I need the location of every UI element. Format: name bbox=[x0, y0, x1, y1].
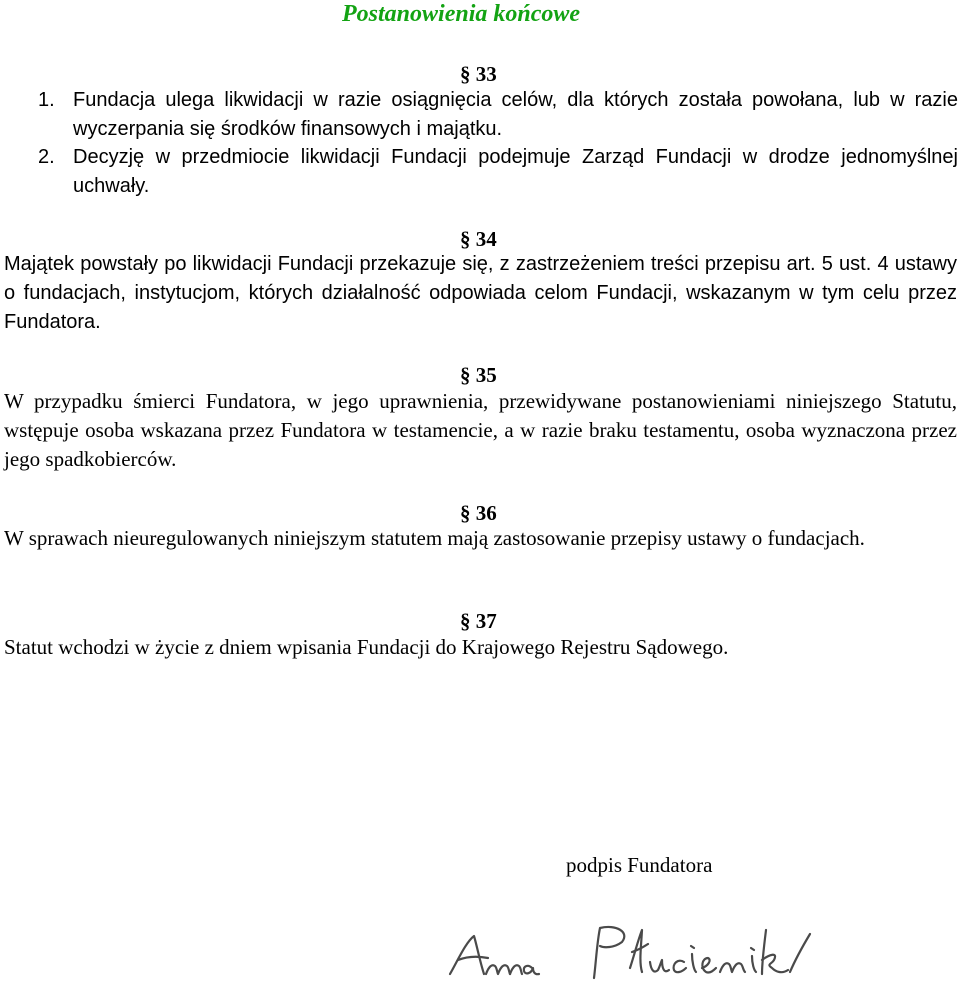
list-number: 1. bbox=[38, 89, 55, 111]
section-33-item-2 bbox=[38, 143, 958, 201]
section-37-text: Statut wchodzi w życie z dniem wpisania Fundacji do Krajowego Rejestru Sądowego. bbox=[4, 635, 729, 659]
handwritten-signature bbox=[444, 922, 854, 984]
section-34-mark: § 34 bbox=[460, 227, 497, 251]
section-33-item-1 bbox=[38, 86, 958, 144]
section-36-mark: § 36 bbox=[460, 501, 497, 525]
list-number: 2. bbox=[38, 146, 55, 168]
list-item-text: Fundacja ulega likwidacji w razie osiągnięcia celów, dla których została powołana, lub w razie wyczerpania się środków finansowych i majątku. bbox=[73, 89, 958, 140]
signature-label: podpis Fundatora bbox=[566, 853, 713, 877]
section-33-mark: § 33 bbox=[460, 62, 497, 86]
section-35-mark: § 35 bbox=[460, 363, 497, 387]
list-item-text: Decyzję w przedmiocie likwidacji Fundacji podejmuje Zarząd Fundacji w drodze jednomyślnej uchwały. bbox=[73, 146, 958, 197]
section-35-text: W przypadku śmierci Fundatora, w jego uprawnienia, przewidywane postanowieniami niniejszego Statutu, wstępuje osoba wskazana przez Fundatora w testamencie, a w razie braku testamentu, osoba wyznaczona przez jego spadkobierców. bbox=[4, 389, 957, 471]
section-37-mark: § 37 bbox=[460, 609, 497, 633]
page-title: Postanowienia końcowe bbox=[342, 1, 581, 27]
section-34-text: Majątek powstały po likwidacji Fundacji przekazuje się, z zastrzeżeniem treści przepisu art. 5 ust. 4 ustawy o fundacjach, instytucjom, których działalność odpowiada celom Fundacji, wskazanym w tym celu przez Fundatora. bbox=[4, 253, 957, 333]
section-36-text: W sprawach nieuregulowanych niniejszym statutem mają zastosowanie przepisy ustawy o fundacjach. bbox=[4, 526, 865, 550]
